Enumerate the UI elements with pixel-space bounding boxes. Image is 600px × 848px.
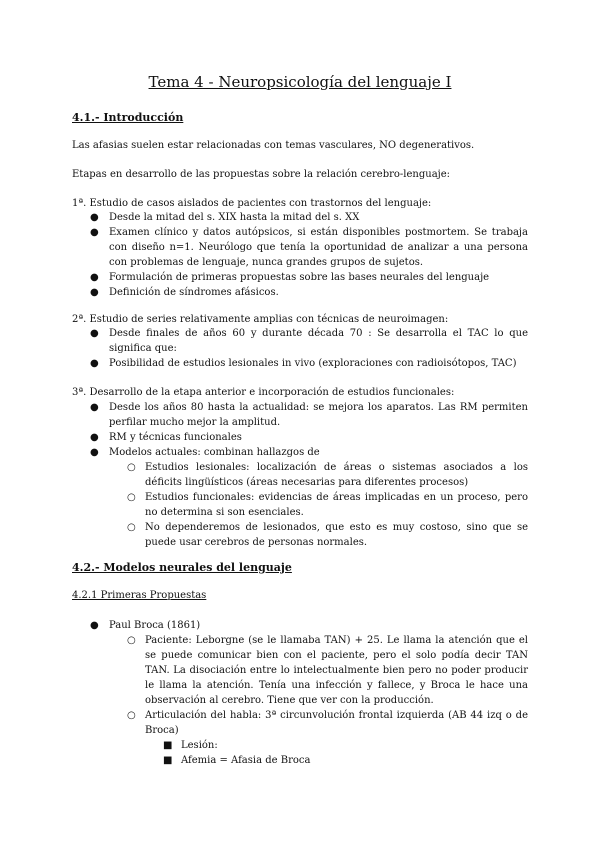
bullet-disc-icon: ● [90,447,99,458]
list-item: ○ Estudios lesionales: localización de áreas o sistemas asociados a los déficits lingüísticos (áreas necesarias para diferentes procesos) [127,462,528,488]
bullet-square-icon: ■ [163,755,173,766]
list-item: ● Paul Broca (1861) [90,620,201,631]
bullet-square-icon: ■ [163,740,173,751]
bullet-circle-icon: ○ [127,522,136,533]
list-item: ● Formulación de primeras propuestas sobre las bases neurales del lenguaje [90,272,490,283]
stage2-list [72,326,528,371]
bullet-disc-icon: ● [90,358,99,369]
stage2-intro: 2ª. Estudio de series relativamente amplias con técnicas de neuroimagen: [72,314,449,325]
bullet-circle-icon: ○ [127,635,136,646]
stage1-intro: 1ª. Estudio de casos aislados de pacientes con trastornos del lenguaje: [72,198,432,209]
list-item: ■ Lesión: [163,740,218,751]
list-item: ● Examen clínico y datos autópsicos, si están disponibles postmortem. Se trabaja con diseño n=1. Neurólogo que tenía la oportunidad de analizar a una persona con problemas de lenguaje, nunca grandes grupos de sujetos. [90,227,528,268]
bullet-disc-icon: ● [90,272,99,283]
list-item: ○ Articulación del habla: 3ª circunvolución frontal izquierda (AB 44 izq o de Broca) [127,710,528,736]
list-item: ○ No dependeremos de lesionados, que esto es muy costoso, sino que se puede usar cerebros de personas normales. [127,522,528,548]
bullet-disc-icon: ● [90,432,99,443]
bullet-circle-icon: ○ [127,710,136,721]
list-item: ● Desde la mitad del s. XIX hasta la mitad del s. XX [90,212,360,223]
stage3-intro: 3ª. Desarrollo de la etapa anterior e incorporación de estudios funcionales: [72,387,455,398]
paragraph-afasias: Las afasias suelen estar relacionadas con temas vasculares, NO degenerativos. [72,140,475,151]
paragraph-etapas: Etapas en desarrollo de las propuestas sobre la relación cerebro-lenguaje: [72,169,451,180]
bullet-disc-icon: ● [90,227,99,238]
broca-list [72,618,528,768]
bullet-circle-icon: ○ [127,492,136,503]
bullet-disc-icon: ● [90,212,99,223]
subsection-heading-primeras-propuestas: 4.2.1 Primeras Propuestas [72,590,207,601]
bullet-disc-icon: ● [90,620,99,631]
list-item: ● Desde finales de años 60 y durante década 70 : Se desarrolla el TAC lo que significa que: [90,328,528,354]
bullet-disc-icon: ● [90,287,99,298]
section-heading-introduccion: 4.1.- Introducción [72,111,184,124]
list-item: ○ Paciente: Leborgne (se le llamaba TAN) + 25. Le llama la atención que el se puede comunicar bien con el paciente, pero el solo podía decir TAN TAN. La disociación entre lo intelectualmente bien pero no poder producir le llama la atención. Tenía una infección y fallece, y Broca le hace una observación al cerebro. Tiene que ver con la producción. [127,635,528,706]
list-item: ● Modelos actuales: combinan hallazgos de [90,447,320,458]
bullet-disc-icon: ● [90,328,99,339]
list-item: ■ Afemia = Afasia de Broca [163,755,311,766]
list-item: ● RM y técnicas funcionales [90,432,242,443]
list-item: ○ Estudios funcionales: evidencias de áreas implicadas en un proceso, pero no determina si son esenciales. [127,492,528,518]
bullet-circle-icon: ○ [127,462,136,473]
list-item: ● Desde los años 80 hasta la actualidad: se mejora los aparatos. Las RM permiten perfilar mucho mejor la amplitud. [90,402,528,428]
stage3-list [72,400,528,550]
bullet-disc-icon: ● [90,402,99,413]
section-heading-modelos: 4.2.- Modelos neurales del lenguaje [72,561,292,574]
page-title: Tema 4 - Neuropsicología del lenguaje I [148,73,452,91]
list-item: ● Definición de síndromes afásicos. [90,287,279,298]
stage1-list [72,210,528,300]
list-item: ● Posibilidad de estudios lesionales in vivo (exploraciones con radioisótopos, TAC) [90,358,517,369]
